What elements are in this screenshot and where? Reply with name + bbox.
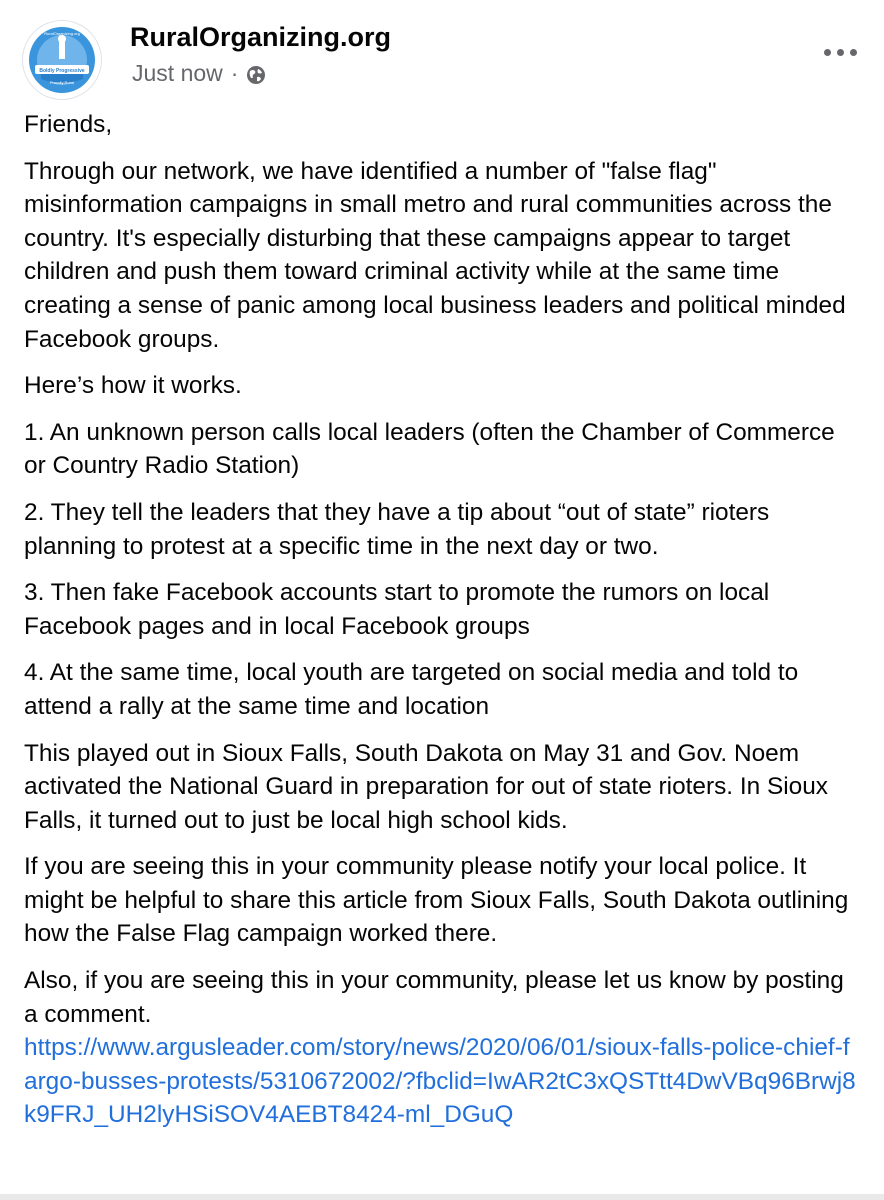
post-paragraph: Through our network, we have identified a number of "false flag" misinformation campaigns in small metro and rural communities across the country. It's especially disturbing that these campaigns appear to target children and push them toward criminal activity while at the same time creating a sense of panic among local business leaders and political minded Facebook groups.	[24, 157, 846, 353]
post-timestamp[interactable]: Just now	[132, 60, 223, 86]
meta-separator: ·	[230, 60, 239, 86]
article-link[interactable]: https://www.argusleader.com/story/news/2020/06/01/sioux-falls-police-chief-fargo-busses-protests/5310672002/?fbclid=IwAR2tC3xQSTtt4DwVBq96Brwj8k9FRJ_UH2lyHSiSOV4AEBT8424-ml_DGuQ	[24, 1034, 856, 1129]
post-paragraph: 3. Then fake Facebook accounts start to promote the rumors on local Facebook pages and in local Facebook groups	[24, 579, 770, 640]
page-name-link[interactable]: RuralOrganizing.org	[130, 22, 392, 52]
post-paragraph: This played out in Sioux Falls, South Dakota on May 31 and Gov. Noem activated the National Guard in preparation for out of state rioters. In Sioux Falls, it turned out to just be local high school kids.	[24, 739, 828, 834]
post-paragraph: Friends,	[24, 111, 113, 138]
logo-top-text: RuralOrganizing.org	[44, 31, 80, 36]
page-avatar[interactable]	[22, 20, 102, 100]
post-paragraph: If you are seeing this in your community please notify your local police. It might be helpful to share this article from Sioux Falls, South Dakota outlining how the False Flag campaign worked there.	[24, 853, 849, 948]
post-body	[24, 108, 860, 1132]
rural-organizing-logo-icon	[23, 21, 101, 99]
more-options-icon[interactable]	[818, 40, 862, 64]
post-paragraph: Also, if you are seeing this in your community, please let us know by posting a comment.	[24, 967, 844, 1028]
post-meta	[132, 60, 266, 87]
post-paragraph: 2. They tell the leaders that they have a tip about “out of state” rioters planning to protest at a specific time in the next day or two.	[24, 498, 770, 560]
logo-bottom-text: Proudly Rural	[49, 80, 75, 85]
globe-icon[interactable]	[246, 64, 266, 84]
post-paragraph: Here’s how it works.	[24, 372, 242, 400]
post-paragraph: 4. At the same time, local youth are targeted on social media and told to attend a rally at the same time and location	[24, 659, 799, 720]
logo-banner-text: Boldly Progressive	[39, 68, 85, 74]
post-paragraph: 1. An unknown person calls local leaders (often the Chamber of Commerce or Country Radio Station)	[24, 418, 835, 480]
bottom-edge	[0, 1194, 884, 1200]
post-header	[22, 20, 862, 100]
